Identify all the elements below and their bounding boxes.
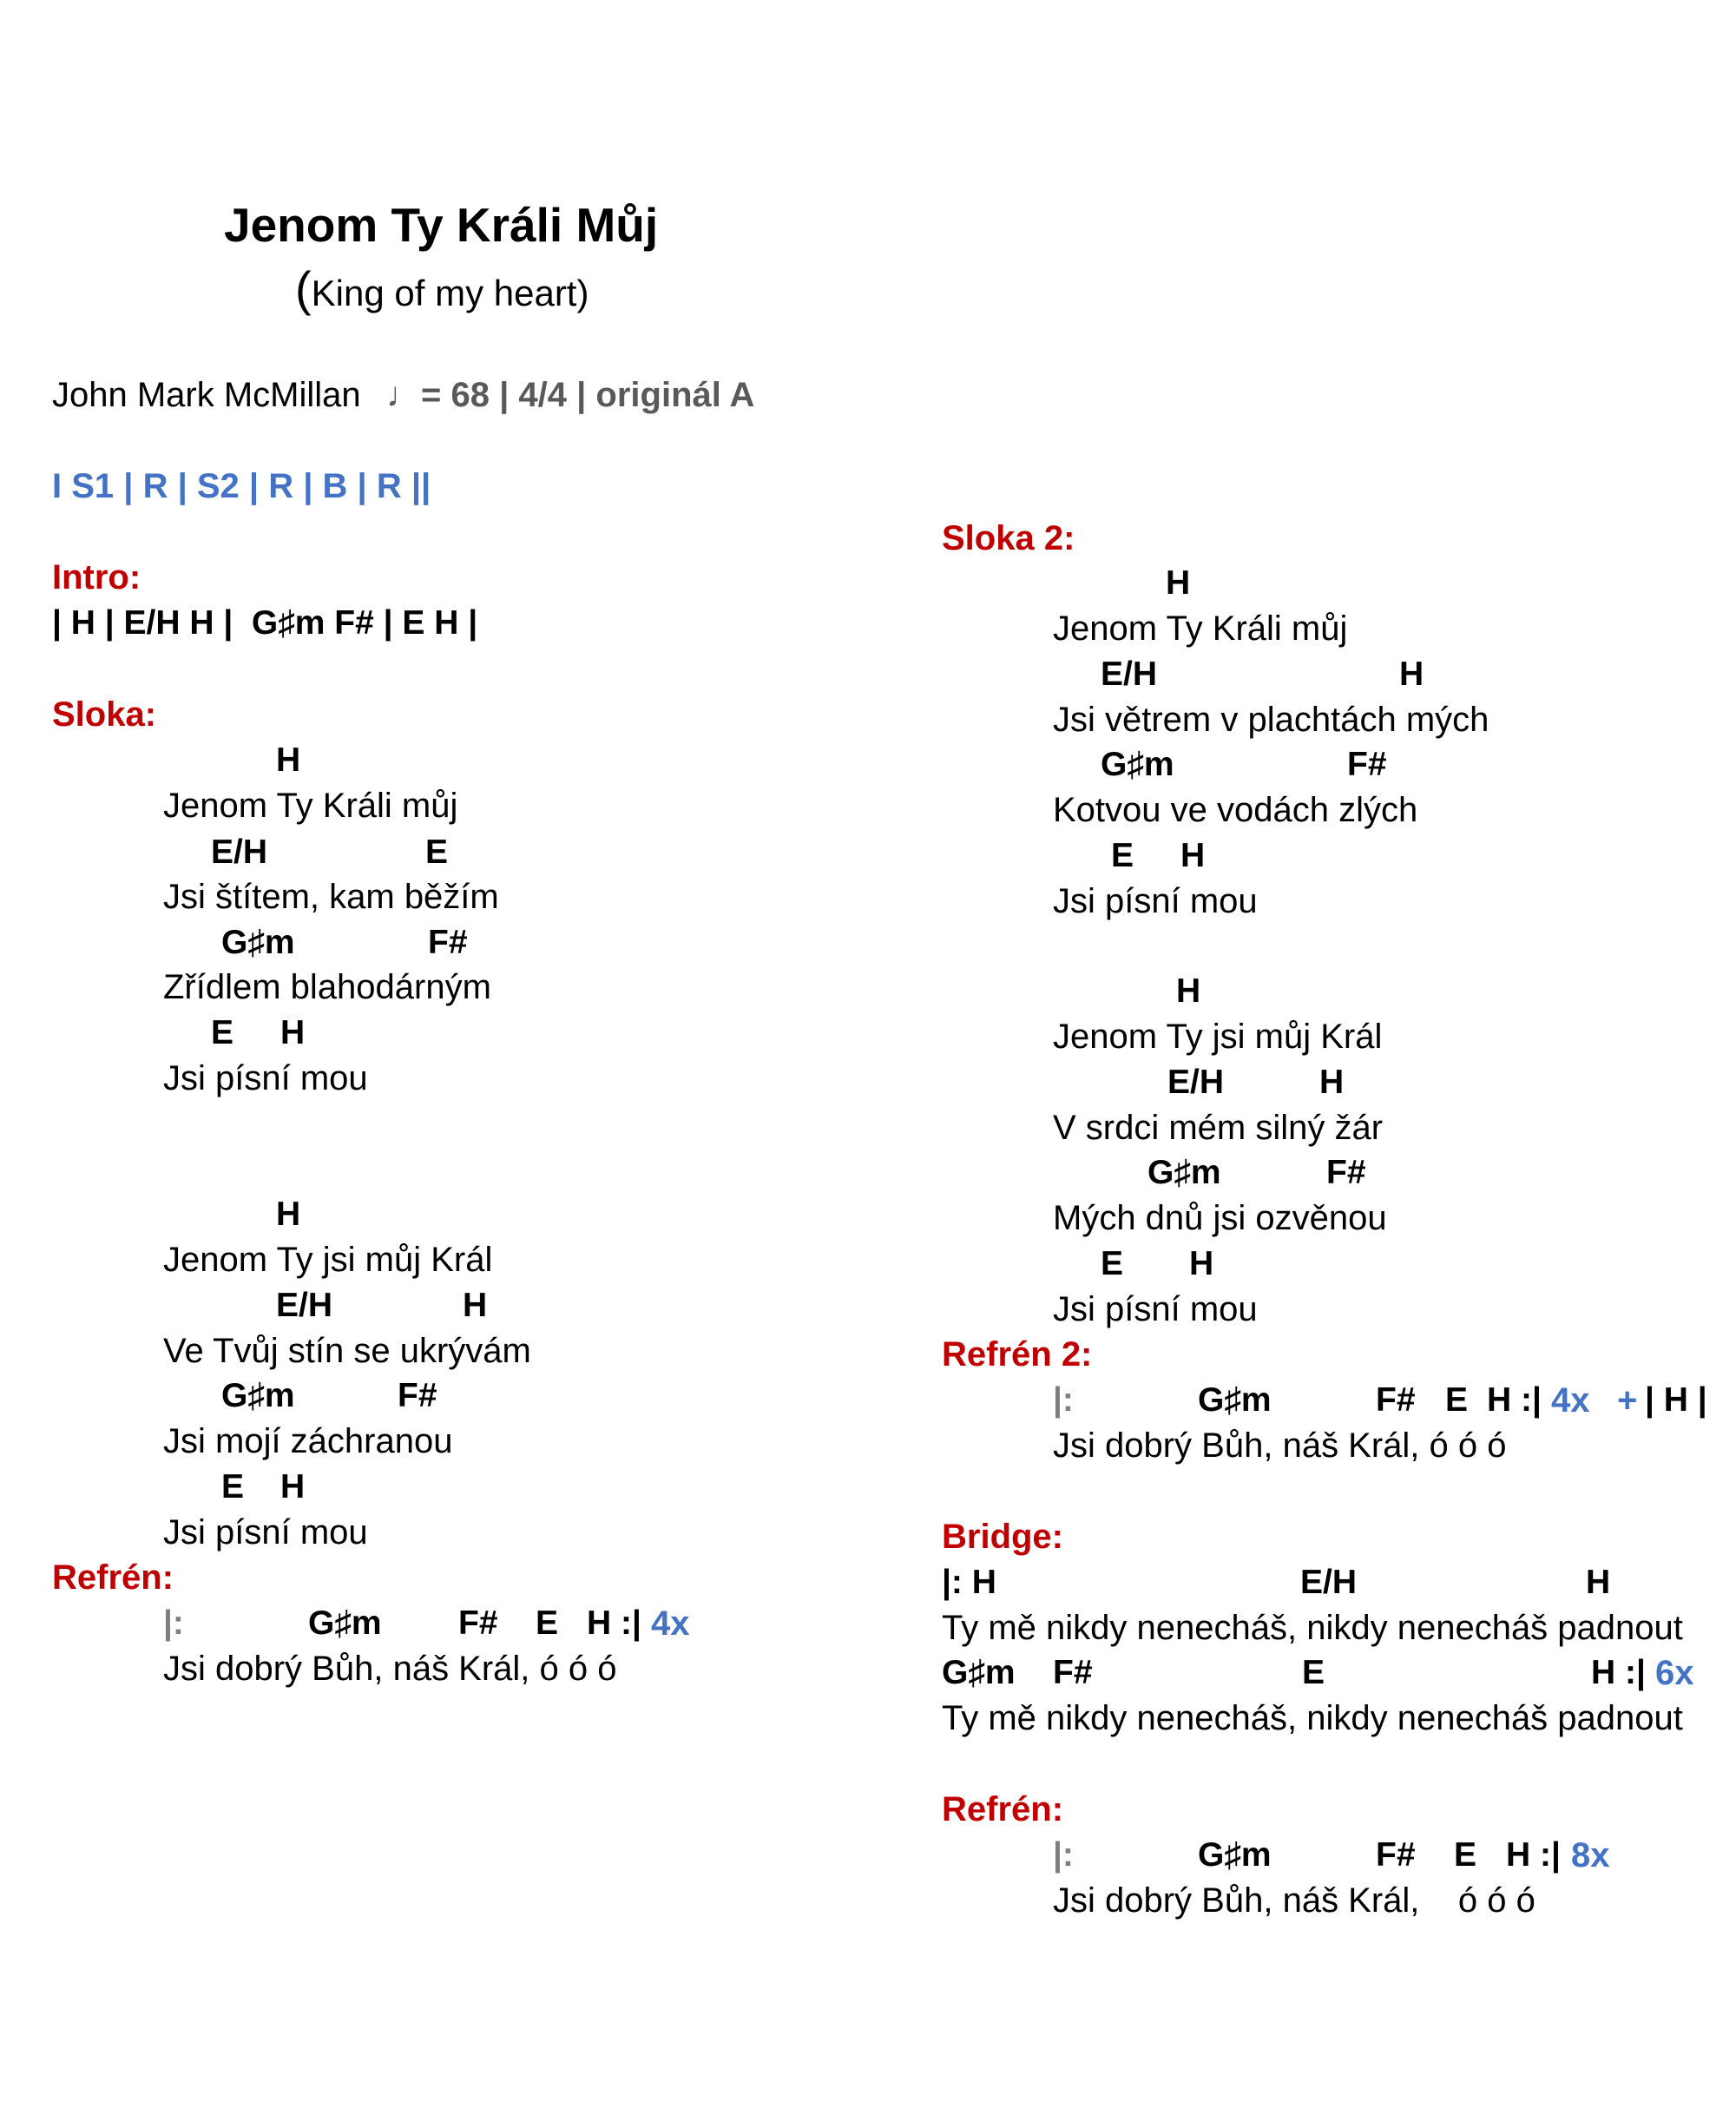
lyric-line: Jsi mojí záchranou xyxy=(163,1422,453,1460)
bridge-label: Bridge: xyxy=(942,1518,1063,1556)
chord: G♯m xyxy=(1198,1836,1272,1874)
chord: F# xyxy=(1053,1654,1093,1691)
refren-label: Refrén: xyxy=(52,1558,174,1597)
chord: G♯m xyxy=(221,1377,295,1414)
chord: F# xyxy=(458,1604,498,1642)
chord: E xyxy=(211,1014,234,1051)
lyric-line: Jsi větrem v plachtách mých xyxy=(1053,701,1489,739)
chord: H :| xyxy=(1591,1654,1646,1691)
chord: H xyxy=(1399,656,1424,693)
chord: E xyxy=(1101,1245,1124,1282)
chord: F# xyxy=(1376,1381,1416,1419)
chord: E/H xyxy=(276,1287,333,1324)
chord: F# xyxy=(1376,1836,1416,1874)
lyric-line: Jsi písní mou xyxy=(1053,1290,1258,1328)
sloka-label: Sloka: xyxy=(52,695,157,734)
intro-label: Intro: xyxy=(52,558,141,596)
chord: G♯m xyxy=(221,924,295,961)
chord: E xyxy=(1445,1381,1469,1419)
chord: H xyxy=(1586,1564,1611,1601)
lyric-line: Jenom Ty Králi můj xyxy=(163,787,458,825)
intro-chords: | H | E/H H | G♯m F# | E H | xyxy=(52,604,478,642)
subtitle-text: King of my heart xyxy=(311,273,577,313)
chord: E xyxy=(1302,1654,1325,1691)
chord: E/H xyxy=(1167,1064,1225,1101)
chord: H xyxy=(1166,564,1191,602)
chord: E xyxy=(1454,1836,1477,1874)
chord: H xyxy=(1180,837,1206,874)
lyric-line: Jenom Ty jsi můj Král xyxy=(163,1241,493,1279)
author: John Mark McMillan xyxy=(52,376,361,414)
chord: G♯m xyxy=(1198,1381,1272,1419)
chord: G♯m xyxy=(942,1654,1016,1691)
subtitle-close-paren: ) xyxy=(576,273,589,313)
lyric-line: Ty mě nikdy nenecháš, nikdy nenecháš padnout xyxy=(942,1699,1683,1737)
lyric-line: Jsi dobrý Bůh, náš Král, ó ó ó xyxy=(1053,1426,1507,1465)
chord: G♯m xyxy=(1101,746,1174,783)
lyric-line: Jenom Ty Králi můj xyxy=(1053,609,1348,648)
chord: H xyxy=(276,741,301,779)
repeat-open: |: xyxy=(1053,1836,1074,1874)
chord: H :| xyxy=(1487,1381,1542,1419)
chord: F# xyxy=(428,924,468,961)
lyric-line: Jsi štítem, kam běžím xyxy=(163,878,499,916)
chord: E/H xyxy=(1101,656,1158,693)
chord: F# xyxy=(398,1377,437,1414)
song-title: Jenom Ty Králi Můj xyxy=(224,198,659,252)
subtitle-open-paren: ( xyxy=(295,261,312,316)
lyric-line: V srdci mém silný žár xyxy=(1053,1109,1384,1147)
chord: H xyxy=(463,1287,488,1324)
lyric-line: Mých dnů jsi ozvěnou xyxy=(1053,1199,1387,1237)
chord: H xyxy=(280,1014,306,1051)
repeat-open: |: xyxy=(1053,1381,1074,1419)
song-subtitle xyxy=(295,261,589,316)
song-structure: I S1 | R | S2 | R | B | R || xyxy=(52,467,431,505)
chord: H xyxy=(276,1196,301,1233)
chord: | H | xyxy=(1645,1381,1707,1419)
chord: E xyxy=(536,1604,559,1642)
lyric-line: Jenom Ty jsi můj Král xyxy=(1053,1018,1383,1056)
chord: H :| xyxy=(1506,1836,1561,1874)
chord: G♯m xyxy=(308,1604,382,1642)
repeat-count: 6x xyxy=(1655,1654,1694,1692)
refren2-label: Refrén 2: xyxy=(942,1335,1093,1374)
chord: H :| xyxy=(587,1604,641,1642)
lyric-line: Jsi dobrý Bůh, náš Král, ó ó ó xyxy=(163,1650,617,1688)
repeat-count: 8x xyxy=(1571,1836,1610,1874)
chord: E xyxy=(425,833,449,871)
repeat-count: 4x xyxy=(1551,1381,1590,1420)
chord: H xyxy=(1189,1245,1214,1282)
sloka2-label: Sloka 2: xyxy=(942,519,1075,557)
chord: H xyxy=(1176,972,1201,1010)
lyric-line: Jsi písní mou xyxy=(163,1513,368,1552)
lyric-line: Jsi písní mou xyxy=(1053,882,1258,920)
lyric-line: Ty mě nikdy nenecháš, nikdy nenecháš padnout xyxy=(942,1609,1683,1647)
chord: |: H xyxy=(942,1564,996,1601)
repeat-count: 4x xyxy=(651,1604,690,1643)
chord: E xyxy=(1111,837,1134,874)
chord: H xyxy=(1319,1064,1345,1101)
chord: F# xyxy=(1347,746,1387,783)
lyric-line: Jsi písní mou xyxy=(163,1059,368,1097)
refren3-label: Refrén: xyxy=(942,1790,1064,1828)
lyric-line: Jsi dobrý Bůh, náš Král, ó ó ó xyxy=(1053,1881,1535,1920)
chord: E/H xyxy=(211,833,268,871)
repeat-open: |: xyxy=(163,1604,184,1642)
chord: F# xyxy=(1326,1154,1366,1191)
chord: E/H xyxy=(1300,1564,1358,1601)
lyric-line: Kotvou ve vodách zlých xyxy=(1053,791,1418,829)
tempo-info: ♩= 68 | 4/4 | originál A xyxy=(386,376,755,414)
plus-sign: + xyxy=(1617,1381,1638,1420)
lyric-line: Zřídlem blahodárným xyxy=(163,968,491,1006)
lyric-line: Ve Tvůj stín se ukrývám xyxy=(163,1332,531,1370)
chord: H xyxy=(280,1468,306,1505)
chord: E xyxy=(221,1468,245,1505)
chord: G♯m xyxy=(1147,1154,1221,1191)
